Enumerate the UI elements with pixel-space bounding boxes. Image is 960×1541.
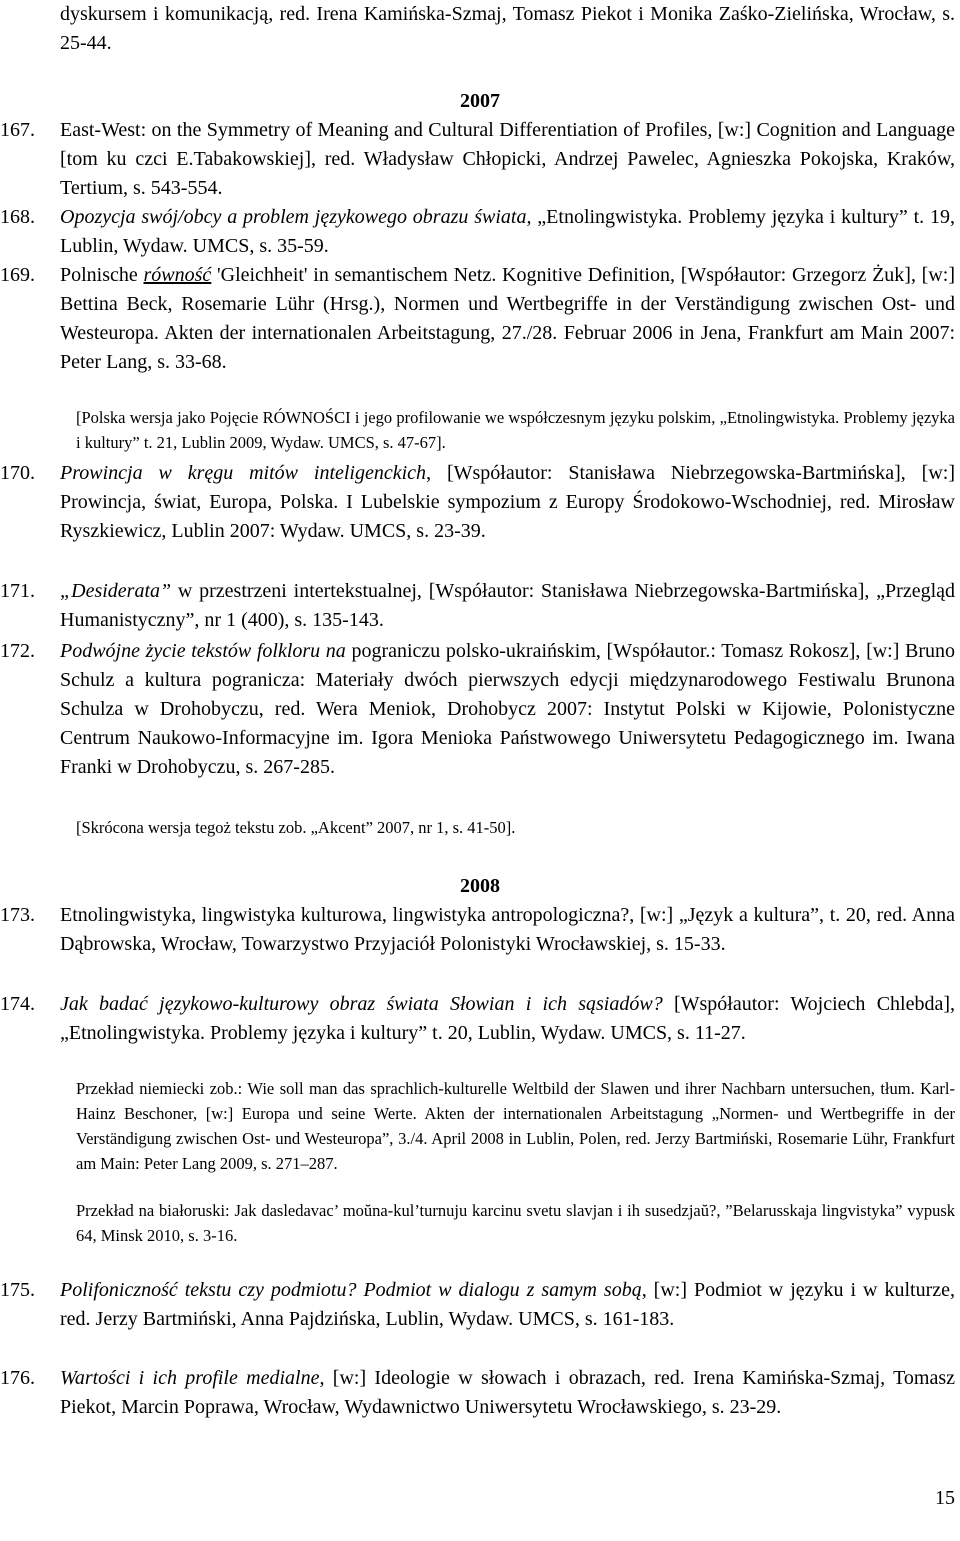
entry-171 bbox=[0, 577, 955, 635]
entry-text: East-West: on the Symmetry of Meaning and Cultural Differentiation of Profiles, [w:] Cognition and Language [tom ku czci E.Tabakowskiej], red. Władysław Chłopicki, Andrzej Pawelec, Agnieszka Pokojska, Kraków, Tertium, s. 543-554. bbox=[60, 119, 955, 199]
entry-title: Wartości i ich profile medialne bbox=[60, 1367, 320, 1389]
entry-number: 173. bbox=[0, 904, 35, 926]
entry-169 bbox=[0, 261, 955, 377]
page-number: 15 bbox=[935, 1487, 955, 1509]
entry-body bbox=[60, 261, 955, 377]
entry-title: Podwójne życie tekstów folkloru na bbox=[60, 640, 346, 662]
entry-title: Polifoniczność tekstu czy podmiotu? Podmiot w dialogu z samym sobą, bbox=[60, 1279, 647, 1301]
entry-number: 175. bbox=[0, 1279, 35, 1301]
year-heading-2008: 2008 bbox=[460, 875, 500, 897]
entry-167 bbox=[0, 116, 955, 203]
entry-text: pograniczu polsko-ukraińskim, [Współautor.: Tomasz Rokosz], [w:] Bruno Schulz a kultura pogranicza: Materiały dwóch pierwszych edycji międzynarodowego Festiwalu Brunona Schulza w Drohobyczu, red. Wera Meniok, Drohobycz 2007: Instytut Polski w Kijowie, Polonistyczne Centrum Naukowo-Informacyjne im. Igora Menioka Państwowego Uniwersytetu Pedagogicznego im. Iwana Franki w Drohobyczu, s. 267-285. bbox=[60, 640, 956, 778]
entry-number: 169. bbox=[0, 264, 35, 286]
entry-title: Jak badać językowo-kulturowy obraz świata Słowian i ich sąsiadów? bbox=[60, 993, 663, 1015]
entry-body bbox=[60, 1364, 955, 1422]
entry-text: w przestrzeni intertekstualnej, [Współautor: Stanisława Niebrzegowska-Bartmińska], „Przegląd Humanistyczny”, nr 1 (400), s. 135-143. bbox=[60, 580, 955, 631]
entry-number: 168. bbox=[0, 206, 35, 228]
entry-number: 176. bbox=[0, 1367, 35, 1389]
entry-text: „Etnolingwistyka. Problemy języka i kultury” t. 19, Lublin, Wydaw. UMCS, s. 35-59. bbox=[60, 206, 955, 257]
entry-168 bbox=[0, 203, 955, 261]
entry-body bbox=[60, 990, 955, 1048]
entry-text: , [Współautor: Stanisława Niebrzegowska-Bartmińska], [w:] Prowincja, świat, Europa, Polska. I Lubelskie sympozium z Europy Środokowo-Wschodniej, red. Mirosław Ryszkiewicz, Lublin 2007: Wydaw. UMCS, s. 23-39. bbox=[60, 462, 956, 542]
entry-body bbox=[60, 637, 955, 782]
entry-title: Opozycja swój/obcy a problem językowego obrazu świata, bbox=[60, 206, 532, 228]
entry-number: 170. bbox=[0, 462, 35, 484]
entry-title: „Desiderata” bbox=[60, 580, 172, 602]
entry-title-emphasis: równość bbox=[143, 264, 212, 286]
entry-172-note: [Skrócona wersja tegoż tekstu zob. „Akcent” 2007, nr 1, s. 41-50]. bbox=[76, 818, 516, 837]
entry-body bbox=[60, 459, 955, 546]
entry-body bbox=[60, 1276, 955, 1334]
entry-text: [Współautor: Wojciech Chlebda], „Etnolingwistyka. Problemy języka i kultury” t. 20, Lublin, Wydaw. UMCS, s. 11-27. bbox=[60, 993, 956, 1044]
entry-text: 'Gleichheit' in semantischem Netz. Kognitive Definition, [Współautor: Grzegorz Żuk], [w:] Bettina Beck, Rosemarie Lühr (Hrsg.), Normen und Wertbegriffe in der Verständigung zwischen Ost- und Westeuropa. Akten der internationalen Arbeitstagung, 27./28. Februar 2006 in Jena, Frankfurt am Main 2007: Peter Lang, s. 33-68. bbox=[60, 264, 955, 373]
entry-175 bbox=[0, 1276, 955, 1334]
entry-number: 167. bbox=[0, 119, 35, 141]
year-heading-2007: 2007 bbox=[460, 90, 500, 112]
entry-176 bbox=[0, 1364, 955, 1422]
entry-174 bbox=[0, 990, 955, 1048]
entry-text: , [w:] Ideologie w słowach i obrazach, red. Irena Kamińska-Szmaj, Tomasz Piekot, Marcin Poprawa, Wrocław, Wydawnictwo Uniwersytetu Wrocławskiego, s. 23-29. bbox=[60, 1367, 955, 1418]
entry-173 bbox=[0, 901, 955, 959]
entry-169-note: [Polska wersja jako Pojęcie RÓWNOŚCI i jego profilowanie we współczesnym języku polskim, „Etnolingwistyka. Problemy języka i kultury” t. 21, Lublin 2009, Wydaw. UMCS, s. 47-67]. bbox=[76, 408, 955, 452]
continuation-text: dyskursem i komunikacją, red. Irena Kamińska-Szmaj, Tomasz Piekot i Monika Zaśko-Zielińska, Wrocław, s. 25-44. bbox=[60, 3, 955, 54]
entry-170 bbox=[0, 459, 955, 546]
entry-174-note-german: Przekład niemiecki zob.: Wie soll man das sprachlich-kulturelle Weltbild der Slawen und ihrer Nachbarn untersuchen, tłum. Karl-Hainz Beschoner, [w:] Europa und seine Werte. Akten der internationalen Arbeitstagung „Normen- und Wertbegriffe in der Verständigung zwischen Ost- und Westeuropa”, 3./4. April 2008 in Lublin, Polen, red. Jerzy Bartmiński, Rosemarie Lühr, Frankfurt am Main: Peter Lang 2009, s. 271–287. bbox=[76, 1079, 955, 1173]
entry-text: Etnolingwistyka, lingwistyka kulturowa, lingwistyka antropologiczna?, [w:] „Język a kultura”, t. 20, red. Anna Dąbrowska, Wrocław, Towarzystwo Przyjaciół Polonistyki Wrocławskiej, s. 15-33. bbox=[60, 904, 955, 955]
entry-174-note-belarusian: Przekład na białoruski: Jak dasledavac’ moŭna-kul’turnuju karcinu svetu slavjan i ih susedzjaŭ?, ”Belarusskaja lingvistyka” vypusk 64, Minsk 2010, s. 3-16. bbox=[76, 1201, 955, 1245]
entry-number: 174. bbox=[0, 993, 35, 1015]
entry-body bbox=[60, 203, 955, 261]
entry-number: 172. bbox=[0, 640, 35, 662]
entry-title-prefix: Polnische bbox=[60, 264, 144, 286]
entry-172 bbox=[0, 637, 955, 782]
entry-body bbox=[60, 577, 955, 635]
entry-title: Prowincja w kręgu mitów inteligenckich bbox=[60, 462, 427, 484]
entry-text: [w:] Podmiot w języku i w kulturze, red. Jerzy Bartmiński, Anna Pajdzińska, Lublin, Wydaw. UMCS, s. 161-183. bbox=[60, 1279, 955, 1330]
entry-number: 171. bbox=[0, 580, 35, 602]
